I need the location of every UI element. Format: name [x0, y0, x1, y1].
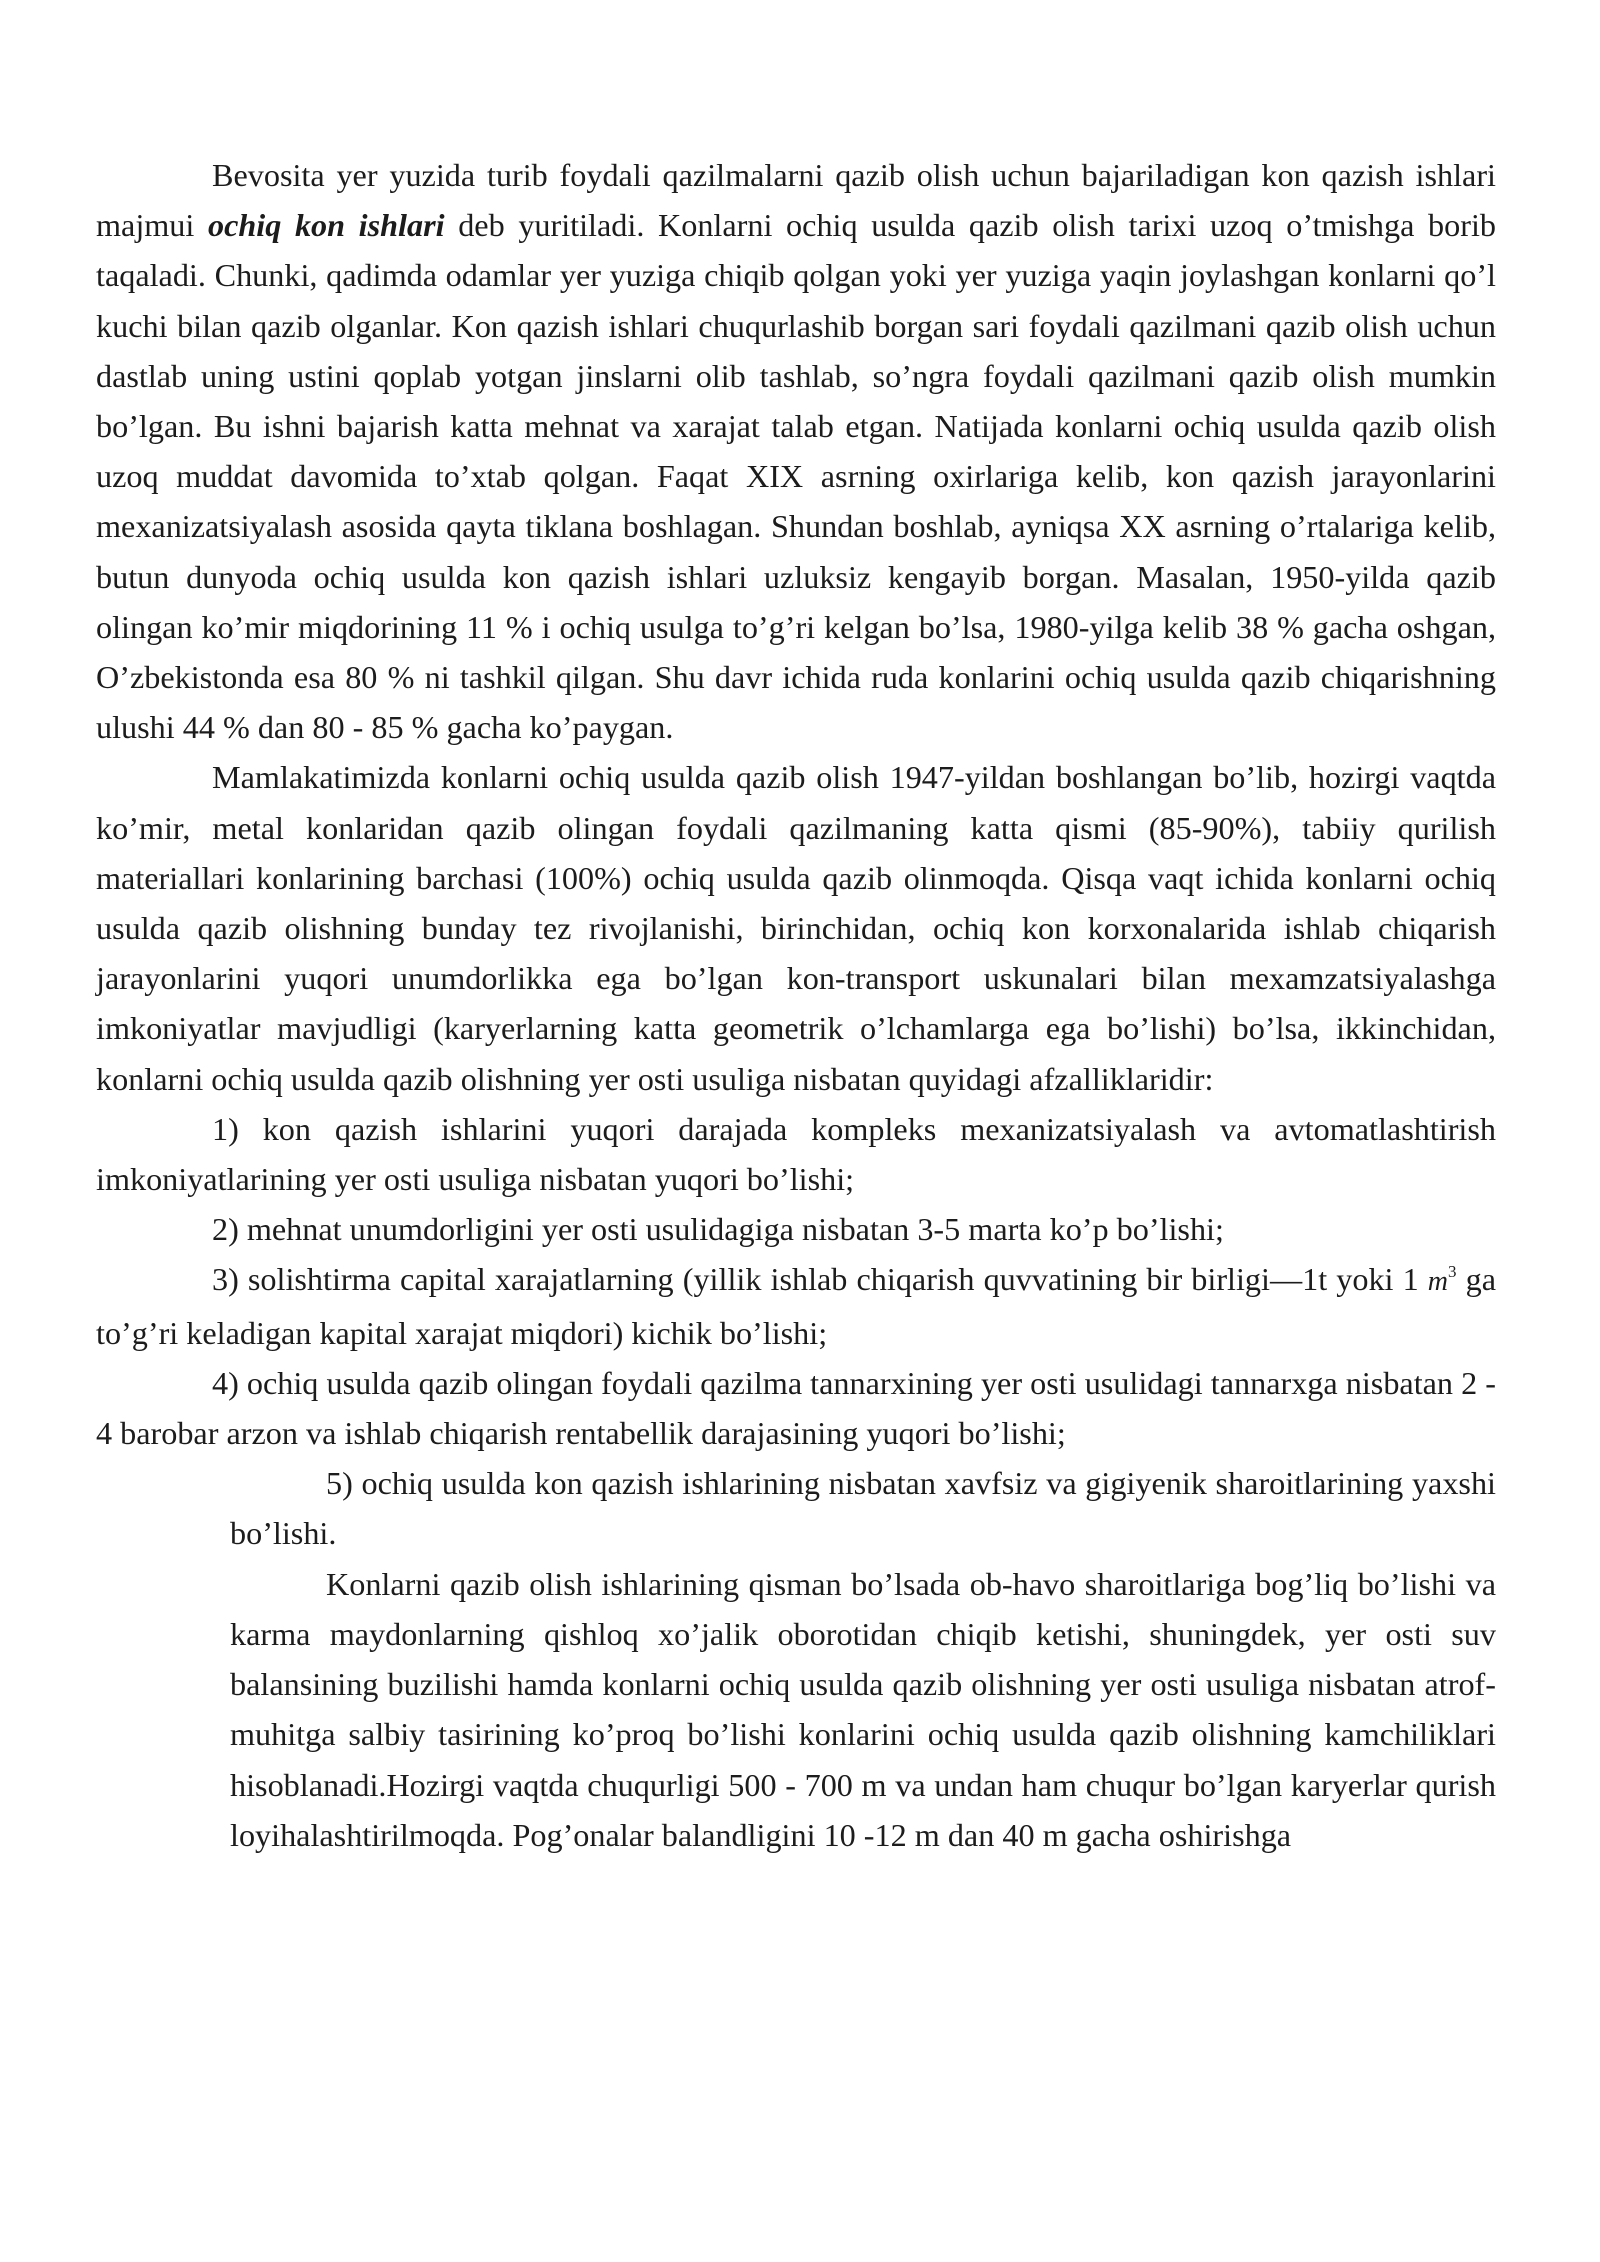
unit-symbol: m — [1427, 1266, 1449, 1298]
paragraph-drawbacks: Konlarni qazib olish ishlarining qisman bo’lsada ob-havo sharoitlariga bog’liq bo’lishi va karma maydonlarning qishloq xo’jalik oborotidan chiqib ketishi, shuningdek, yer osti suv balansining buzilishi hamda konlarni ochiq usulda qazib olishning yer osti usuliga nisbatan atrof-muhitga salbiy tasirining ko’proq bo’lishi konlarini ochiq usulda qazib olishning kamchiliklari hisoblanadi.Hozirgi vaqtda chuqurligi 500 - 700 m va undan ham chuqur bo’lgan karyerlar qurish loyihalashtirilmoqda. Pog’onalar balandligini 10 -12 m dan 40 m gacha oshirishga — [230, 1565, 1496, 1853]
list-item-3-continuation: ga to’g’ri keladigan kapital xarajat miqdori) kichik bo’lishi; — [96, 1261, 1496, 1351]
cubic-meter-unit — [1427, 1262, 1457, 1298]
unit-exponent: 3 — [1448, 1262, 1457, 1282]
list-item-1: 1) kon qazish ishlarini yuqori darajada kompleks mexanizatsiyalash va avtomatlashtirish imkoniyatlarining yer osti usuliga nisbatan yuqori bo’lishi; — [96, 1110, 1496, 1198]
paragraph-history: Mamlakatimizda konlarni ochiq usulda qazib olish 1947-yildan boshlangan bo’lib, hozirgi vaqtda ko’mir, metal konlaridan qazib olingan foydali qazilmaning katta qismi (85-90%), tabiiy qurilish materiallari konlarining barchasi (100%) ochiq usulda qazib olinmoqda. Qisqa vaqt ichida konlarni ochiq usulda qazib olishning bunday tez rivojlanishi, birinchidan, ochiq kon korxonalarida ishlab chiqarish jarayonlarini yuqori unumdorlikka ega bo’lgan kon-transport uskunalari bilan mexamzatsiyalashga imkoniyatlar mavjudligi (karyerlarning katta geometrik o’lchamlarga ega bo’lishi) bo’lsa, ikkinchidan, konlarni ochiq usulda qazib olishning yer osti usuliga nisbatan quyidagi afzalliklaridir: — [96, 759, 1496, 1097]
list-item-2: 2) mehnat unumdorligini yer osti usulidagiga nisbatan 3-5 marta ko’p bo’lishi; — [212, 1211, 1224, 1248]
key-term: ochiq kon ishlari — [207, 207, 445, 244]
list-item-3 — [96, 1254, 1496, 1357]
list-item-4: 4) ochiq usulda qazib olingan foydali qazilma tannarxining yer osti usulidagi tannarxga nisbatan 2 - 4 barobar arzon va ishlab chiqarish rentabellik darajasining yuqori bo’lishi; — [96, 1364, 1496, 1452]
document-body — [96, 150, 1496, 1860]
list-item-3-text: 3) solishtirma capital xarajatlarning (yillik ishlab chiqarish quvvatining bir birligi—1t yoki 1 — [212, 1261, 1419, 1298]
list-item-5: 5) ochiq usulda kon qazish ishlarining nisbatan xavfsiz va gigiyenik sharoitlarining yaxshi bo’lishi. — [230, 1465, 1496, 1552]
paragraph-intro — [96, 150, 1496, 752]
paragraph-intro-continuation: deb yuritiladi. Konlarni ochiq usulda qazib olish tarixi uzoq o’tmishga borib taqaladi. Chunki, qadimda odamlar yer yuziga chiqib qolgan yoki yer yuziga yaqin joylashgan konlarni qo’l kuchi bilan qazib olganlar. Kon qazish ishlari chuqurlashib borgan sari foydali qazilmani qazib olish uchun dastlab uning ustini qoplab yotgan jinslarni olib tashlab, so’ngra foydali qazilmani qazib olish mumkin bo’lgan. Bu ishni bajarish katta mehnat va xarajat talab etgan. Natijada konlarni ochiq usulda qazib olish uzoq muddat davomida to’xtab qolgan. Faqat XIX asrning oxirlariga kelib, kon qazish jarayonlarini mexanizatsiyalash asosida qayta tiklana boshlagan. Shundan boshlab, ayniqsa XX asrning o’rtalariga kelib, butun dunyoda ochiq usulda kon qazish ishlari uzluksiz kengayib borgan. Masalan, 1950-yilda qazib olingan ko’mir miqdorining 11 % i ochiq usulga to’g’ri kelgan bo’lsa, 1980-yilga kelib 38 % gacha oshgan, O’zbekistonda esa 80 % ni tashkil qilgan. Shu davr ichida ruda konlarini ochiq usulda qazib chiqarishning ulushi 44 % dan 80 - 85 % gacha ko’paygan. — [96, 207, 1496, 746]
paragraph-intro-text: Bevosita yer yuzida turib foydali qazilmalarni qazib olish uchun bajariladigan kon qazish ishlari majmui — [96, 157, 1496, 244]
